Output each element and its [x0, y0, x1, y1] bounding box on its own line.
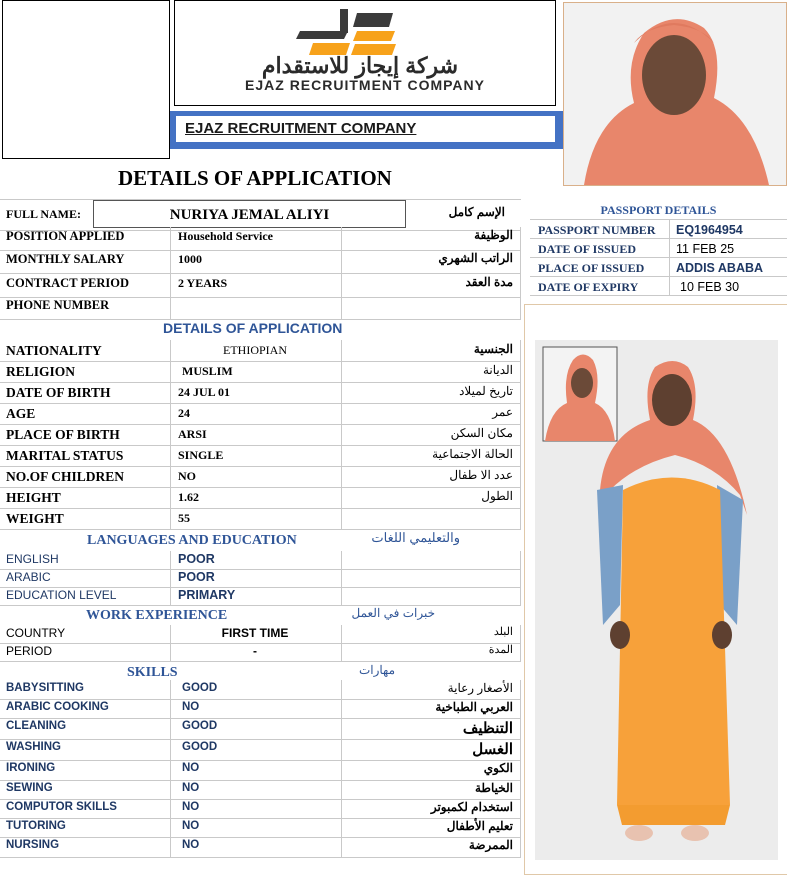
details-row	[0, 508, 521, 530]
skill-row-label: NURSING	[6, 839, 60, 851]
details-row-label: NO.OF CHILDREN	[6, 469, 125, 484]
details-row-value: SINGLE	[178, 448, 224, 462]
details-row-value: NO	[178, 469, 196, 483]
details-row-arabic: عدد الا طفال	[449, 468, 513, 482]
skill-row-label: COMPUTOR SKILLS	[6, 801, 117, 813]
details-row	[0, 361, 521, 383]
skill-row	[0, 680, 521, 700]
full-name-box	[93, 200, 406, 228]
skill-row-arabic: الغسل	[472, 741, 513, 758]
skill-row	[0, 837, 521, 858]
work-row-label: PERIOD	[6, 644, 53, 658]
position-row-label: MONTHLY SALARY	[6, 252, 125, 266]
logo-arabic-text: شركة إيجاز للاستقدام	[261, 53, 459, 78]
details-row-label: RELIGION	[6, 364, 76, 379]
skill-row-arabic: الأصغار رعاية	[447, 681, 513, 695]
skill-row-value: GOOD	[182, 741, 218, 753]
position-row-value: Household Service	[178, 229, 273, 243]
passport-row-label: PLACE OF ISSUED	[538, 261, 645, 275]
details-row-value: MUSLIM	[182, 364, 233, 378]
details-row	[0, 424, 521, 446]
passport-row-label: PASSPORT NUMBER	[538, 223, 656, 237]
language-row	[0, 569, 521, 588]
details-row-arabic: عمر	[492, 405, 513, 419]
skill-row	[0, 718, 521, 740]
language-row-value: PRIMARY	[178, 588, 236, 602]
skill-row-arabic: تعليم الأطفال	[446, 819, 513, 833]
details-row	[0, 340, 521, 362]
work-row-arabic: البلد	[493, 626, 513, 638]
skill-row-arabic: استخدام لكمبوتر	[430, 800, 513, 814]
blank-photo-box	[2, 0, 170, 159]
section-skills-heading: SKILLS	[127, 665, 178, 680]
details-row-label: HEIGHT	[6, 490, 61, 505]
page-title: DETAILS OF APPLICATION	[118, 166, 392, 190]
passport-row	[530, 238, 787, 258]
banner-company-name: EJAZ RECRUITMENT COMPANY	[185, 120, 417, 137]
details-row-value: 55	[178, 511, 190, 525]
position-row	[0, 227, 521, 251]
details-row-arabic: الحالة الاجتماعية	[432, 447, 513, 461]
work-row-label: COUNTRY	[6, 626, 66, 640]
full-body-photo	[524, 304, 787, 875]
passport-panel	[530, 199, 787, 295]
language-row-label: EDUCATION LEVEL	[6, 588, 117, 602]
language-row-value: POOR	[178, 570, 215, 584]
section-work-arabic: خبرات في العمل	[351, 606, 435, 620]
passport-row	[530, 257, 787, 277]
details-row-value: 24	[178, 406, 190, 420]
skill-row-arabic: التنظيف	[462, 720, 513, 737]
position-row-value: 2 YEARS	[178, 276, 228, 290]
passport-row-value: EQ1964954	[676, 223, 743, 237]
full-name-label: FULL NAME:	[6, 207, 81, 221]
skill-row	[0, 780, 521, 800]
skill-row	[0, 799, 521, 819]
passport-row-value: 11 FEB 25	[676, 242, 735, 256]
details-row-arabic: الجنسية	[473, 342, 513, 356]
details-row-label: AGE	[6, 406, 36, 421]
skill-row	[0, 760, 521, 781]
headshot-photo	[563, 2, 787, 186]
details-row	[0, 382, 521, 404]
passport-row	[530, 276, 787, 296]
skill-row-arabic: الكوي	[483, 761, 513, 775]
work-row-arabic: المدة	[488, 644, 513, 656]
logo-mark-icon	[295, 7, 415, 57]
passport-title: PASSPORT DETAILS	[600, 203, 717, 217]
skill-row-value: GOOD	[182, 682, 218, 694]
full-name-value: NURIYA JEMAL ALIYI	[169, 207, 330, 223]
passport-row-label: DATE OF EXPIRY	[538, 280, 639, 294]
skill-row-label: WASHING	[6, 741, 61, 753]
language-row	[0, 587, 521, 606]
work-row-value: -	[253, 644, 257, 658]
section-work-heading: WORK EXPERIENCE	[86, 608, 228, 623]
details-row-label: WEIGHT	[6, 511, 64, 526]
skill-row-label: TUTORING	[6, 820, 66, 832]
details-row-label: MARITAL STATUS	[6, 448, 124, 463]
skill-row-value: NO	[182, 762, 200, 774]
section-languages-heading: LANGUAGES AND EDUCATION	[87, 533, 297, 548]
skill-row-value: NO	[182, 701, 200, 713]
position-row	[0, 274, 521, 298]
details-row	[0, 403, 521, 425]
skill-row-label: SEWING	[6, 782, 53, 794]
position-row-arabic: الراتب الشهري	[438, 251, 513, 265]
skill-row-label: CLEANING	[6, 720, 67, 732]
position-row	[0, 250, 521, 274]
details-row-arabic: تاريخ لميلاد	[459, 384, 513, 398]
company-banner	[170, 111, 563, 149]
skill-row-value: GOOD	[182, 720, 218, 732]
position-row	[0, 296, 521, 320]
work-row	[0, 643, 521, 662]
details-row	[0, 466, 521, 488]
company-logo	[174, 0, 556, 106]
details-row-arabic: الديانة	[482, 363, 513, 377]
section-skills-arabic: مهارات	[358, 663, 395, 677]
logo-english-text: EJAZ RECRUITMENT COMPANY	[245, 77, 485, 93]
skill-row-label: IRONING	[6, 762, 56, 774]
position-row-arabic: الوظيفة	[474, 228, 513, 242]
skill-row-label: BABYSITTING	[6, 682, 84, 694]
skill-row-arabic: العربي الطباخية	[435, 700, 513, 714]
position-row-label: PHONE NUMBER	[6, 298, 110, 312]
skill-row-value: NO	[182, 801, 200, 813]
section-languages-arabic: والتعليمي اللغات	[371, 530, 460, 545]
passport-row-value: ADDIS ABABA	[676, 261, 764, 275]
details-row-value: 1.62	[178, 490, 199, 504]
language-row-label: ARABIC	[6, 570, 51, 584]
details-row	[0, 445, 521, 467]
section-details-heading: DETAILS OF APPLICATION	[163, 320, 343, 336]
details-row-arabic: الطول	[481, 489, 513, 503]
passport-row-value: 10 FEB 30	[680, 280, 740, 294]
skill-row-arabic: الخياطة	[475, 781, 513, 795]
skill-row-value: NO	[182, 820, 200, 832]
position-row-label: POSITION APPLIED	[6, 229, 125, 243]
language-row	[0, 551, 521, 570]
work-row	[0, 625, 521, 644]
position-row-value: 1000	[178, 252, 202, 266]
passport-row	[530, 219, 787, 239]
language-row-value: POOR	[178, 552, 215, 566]
details-row-value: 24 JUL 01	[178, 385, 231, 399]
details-row-label: PLACE OF BIRTH	[6, 427, 120, 442]
position-row-label: CONTRACT PERIOD	[6, 276, 130, 290]
details-row	[0, 487, 521, 509]
details-row-arabic: مكان السكن	[450, 426, 513, 440]
skill-row	[0, 818, 521, 838]
skill-row	[0, 699, 521, 719]
details-row-value: ETHIOPIAN	[223, 343, 287, 357]
skill-row	[0, 739, 521, 761]
skill-row-value: NO	[182, 782, 200, 794]
position-row-arabic: مدة العقد	[465, 275, 513, 289]
details-row-label: NATIONALITY	[6, 343, 102, 358]
skill-row-label: ARABIC COOKING	[6, 701, 109, 713]
skill-row-arabic: الممرضة	[468, 838, 513, 852]
full-name-arabic: الإسم كامل	[448, 205, 505, 219]
passport-row-label: DATE OF ISSUED	[538, 242, 637, 256]
skill-row-value: NO	[182, 839, 200, 851]
details-row-value: ARSI	[178, 427, 207, 441]
language-row-label: ENGLISH	[6, 552, 59, 566]
details-row-label: DATE OF BIRTH	[6, 385, 111, 400]
work-row-value: FIRST TIME	[221, 626, 289, 640]
